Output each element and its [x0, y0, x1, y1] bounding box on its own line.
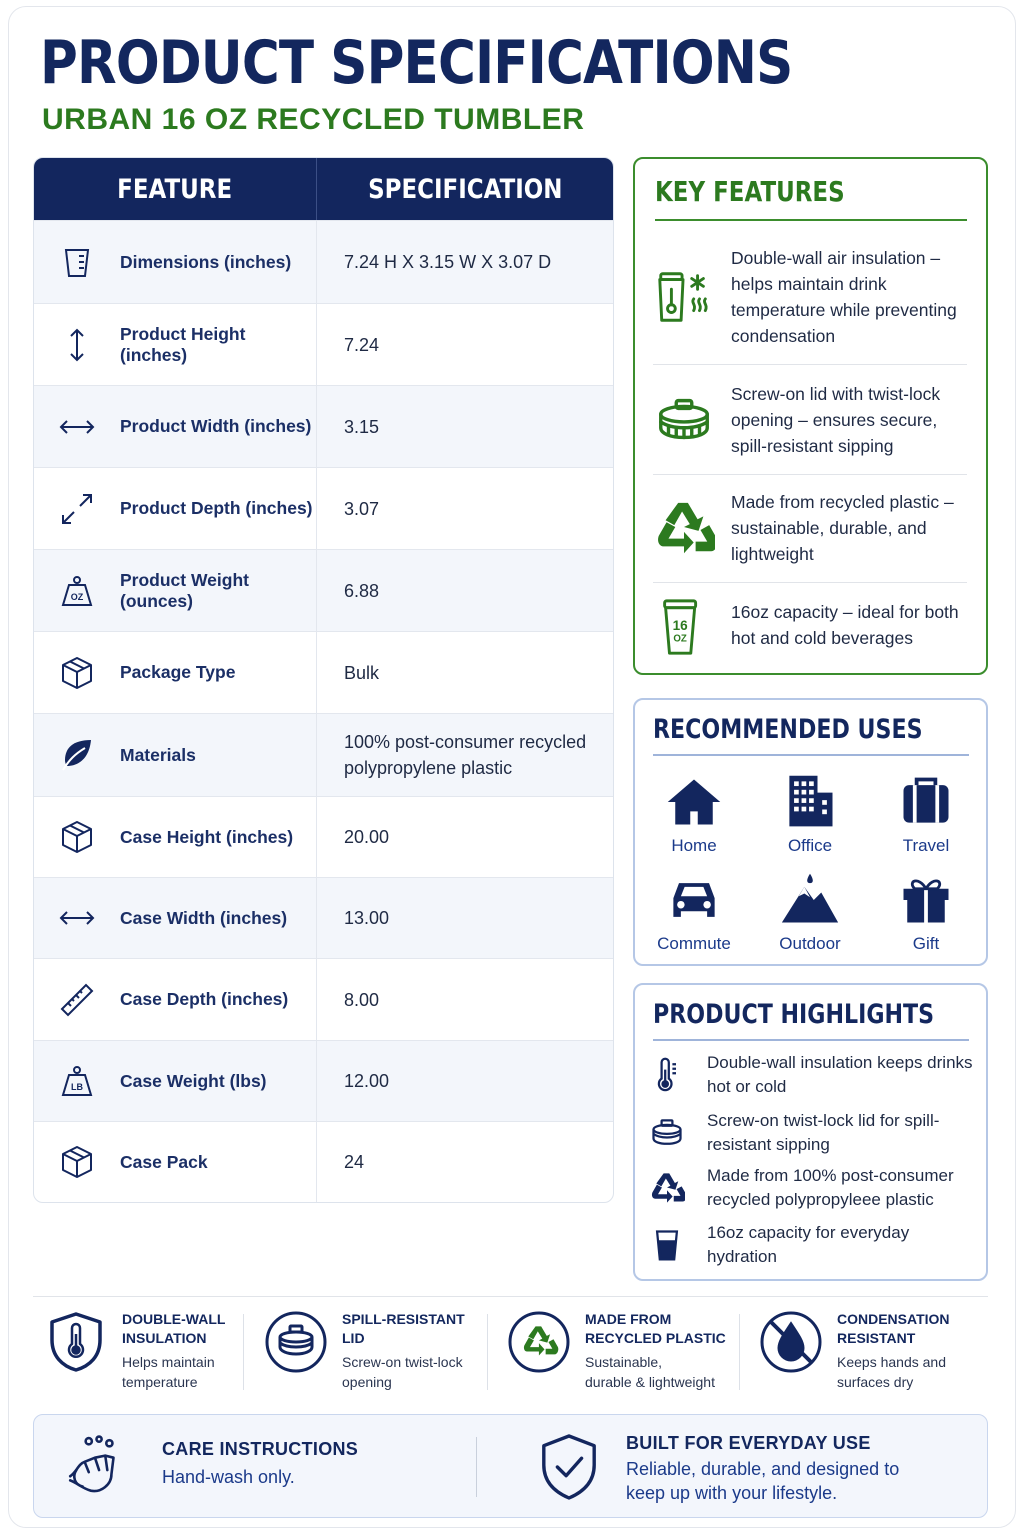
feature-cell: Product Weight (ounces): [120, 550, 317, 631]
recycle-circle-icon: [507, 1310, 571, 1392]
highlight-item: [649, 1051, 975, 1099]
badge-title: CONDENSATION RESISTANT: [837, 1311, 950, 1346]
feature-cell: Package Type: [120, 632, 317, 713]
highlight-text: 16oz capacity for everyday hydration: [707, 1223, 910, 1266]
table-row: [34, 796, 613, 877]
table-row: [34, 303, 613, 385]
highlight-text: Made from 100% post-consumer recycled polypropyleee plastic: [707, 1166, 954, 1209]
key-features-panel: [633, 157, 988, 675]
page-title: PRODUCT SPECIFICATIONS: [40, 28, 793, 98]
highlight-text: Screw-on twist-lock lid for spill-resistant sipping: [707, 1111, 940, 1154]
specification-cell: 100% post-consumer recycled polypropylene plastic: [344, 732, 587, 778]
use-label: Gift: [912, 934, 940, 953]
box-icon: [34, 797, 120, 877]
table-row: [34, 385, 613, 467]
badge-desc: Helps maintain temperature: [122, 1354, 215, 1390]
use-item-commute: [639, 870, 749, 954]
highlight-item: [649, 1109, 975, 1157]
table-row: [34, 1040, 613, 1121]
key-features-rule: [655, 219, 967, 221]
recommended-uses-panel: [633, 698, 988, 966]
highlight-item: [649, 1221, 975, 1269]
use-item-home: [639, 772, 749, 856]
lid-icon: [649, 1109, 707, 1157]
mountain-icon: [780, 870, 840, 930]
page-subtitle: URBAN 16 OZ RECYCLED TUMBLER: [42, 103, 585, 136]
cup-label-16: 16: [672, 617, 688, 633]
diagonal-arrow-icon: [34, 468, 120, 549]
thermometer-icon: [649, 1051, 707, 1099]
badge-condensation-resistant: [759, 1310, 950, 1392]
feature-cell: Product Depth (inches): [120, 468, 317, 549]
specification-cell: 13.00: [344, 908, 390, 928]
product-highlights-rule: [653, 1039, 969, 1041]
divider: [653, 582, 967, 583]
use-item-gift: [871, 870, 981, 954]
divider: [653, 474, 967, 475]
specification-cell: 24: [344, 1152, 365, 1172]
feature-cell: Case Pack: [120, 1122, 317, 1202]
specification-cell: 7.24: [344, 334, 380, 355]
feature-cell: Case Depth (inches): [120, 959, 317, 1040]
suitcase-icon: [896, 772, 956, 832]
specification-cell: 7.24 H X 3.15 W X 3.07 D: [344, 252, 552, 272]
horizontal-arrow-icon: [34, 386, 120, 467]
specification-cell: 12.00: [344, 1071, 390, 1091]
feature-cell: Case Weight (lbs): [120, 1041, 317, 1121]
key-feature-text: Double-wall air insulation – helps maintain drink temperature while preventing condensation: [731, 248, 957, 346]
care-text: Hand-wash only.: [162, 1467, 295, 1487]
key-feature-item: [653, 489, 967, 567]
badge-desc: Screw-on twist-lock opening: [342, 1354, 463, 1390]
office-building-icon: [780, 772, 840, 832]
oz-weight-icon: [34, 550, 120, 631]
key-feature-text: Screw-on lid with twist-lock opening – ensures secure, spill-resistant sipping: [731, 384, 941, 456]
recommended-uses-rule: [653, 754, 969, 756]
badge-title: MADE FROM RECYCLED PLASTIC: [585, 1311, 726, 1346]
use-label: Outdoor: [779, 934, 841, 953]
table-row: [34, 467, 613, 549]
table-row: [34, 713, 613, 796]
key-feature-text: Made from recycled plastic – sustainable, durable, and lightweight: [731, 492, 954, 564]
16oz-cup-icon: [653, 597, 731, 659]
product-highlights-panel: [633, 983, 988, 1281]
recommended-uses-title: RECOMMENDED USES: [653, 714, 923, 745]
divider: [476, 1437, 477, 1497]
table-row: [34, 1121, 613, 1202]
care-title: CARE INSTRUCTIONS: [162, 1439, 359, 1459]
badge-desc: Sustainable, durable & lightweight: [585, 1354, 715, 1390]
use-label: Office: [787, 836, 833, 855]
shield-thermometer-icon: [44, 1310, 108, 1392]
feature-cell: Product Height (inches): [120, 304, 317, 385]
hand-wash-icon: [64, 1435, 130, 1506]
spec-table-body: [34, 220, 613, 1202]
table-row: [34, 958, 613, 1040]
badge-recycled-plastic: [507, 1310, 726, 1392]
svg-text:OZ: OZ: [70, 591, 84, 602]
use-label: Travel: [902, 836, 950, 855]
gift-icon: [896, 870, 956, 930]
divider: [653, 364, 967, 365]
feature-cell: Dimensions (inches): [120, 221, 317, 303]
ruler-icon: [34, 959, 120, 1040]
svg-text:LB: LB: [71, 1082, 83, 1092]
badge-spill-resistant: [264, 1310, 465, 1392]
badge-double-wall: [44, 1310, 225, 1392]
screw-lid-icon: [653, 381, 731, 459]
spec-table-header: [34, 158, 613, 220]
care-panel: [33, 1414, 988, 1518]
leaf-icon: [34, 714, 120, 796]
cup-label-oz: OZ: [673, 633, 687, 645]
key-feature-item: [653, 245, 967, 349]
specification-cell: 3.07: [344, 498, 380, 519]
divider: [739, 1314, 740, 1390]
key-feature-item: [653, 381, 967, 459]
divider: [243, 1314, 244, 1390]
use-item-outdoor: [755, 870, 865, 954]
key-feature-item: [653, 597, 967, 659]
divider: [33, 1296, 988, 1297]
feature-cell: Product Width (inches): [120, 386, 317, 467]
use-item-office: [755, 772, 865, 856]
col-header-specification: SPECIFICATION: [367, 173, 563, 205]
lid-circle-icon: [264, 1310, 328, 1392]
everyday-title: BUILT FOR EVERYDAY USE: [626, 1433, 871, 1453]
lb-weight-icon: [34, 1041, 120, 1121]
specification-cell: 8.00: [344, 989, 380, 1010]
key-feature-text: 16oz capacity – ideal for both hot and cold beverages: [731, 602, 959, 648]
feature-cell: Materials: [120, 714, 317, 796]
car-icon: [664, 870, 724, 930]
badge-desc: Keeps hands and surfaces dry: [837, 1354, 946, 1390]
table-row: [34, 877, 613, 958]
recycle-icon: [649, 1164, 707, 1212]
use-item-travel: [871, 772, 981, 856]
recycle-icon: [653, 489, 731, 567]
use-label: Home: [671, 836, 717, 855]
col-header-feature: FEATURE: [34, 158, 317, 220]
box-icon: [34, 632, 120, 713]
table-row: [34, 631, 613, 713]
use-label: Commute: [657, 934, 731, 953]
table-row: [34, 549, 613, 631]
insulated-tumbler-icon: [653, 245, 731, 349]
measuring-cup-icon: [34, 221, 120, 303]
horizontal-arrow-icon: [34, 878, 120, 958]
divider: [487, 1314, 488, 1390]
badge-title: SPILL-RESISTANT LID: [342, 1311, 465, 1346]
highlight-text: Double-wall insulation keeps drinks hot or cold: [707, 1053, 973, 1096]
feature-cell: Case Height (inches): [120, 797, 317, 877]
no-drop-icon: [759, 1310, 823, 1392]
home-icon: [664, 772, 724, 832]
everyday-text: Reliable, durable, and designed to keep up with your lifestyle.: [626, 1459, 900, 1503]
table-row: [34, 220, 613, 303]
product-highlights-title: PRODUCT HIGHLIGHTS: [653, 999, 935, 1030]
specification-cell: 3.15: [344, 416, 380, 437]
badge-title: DOUBLE-WALL INSULATION: [122, 1311, 226, 1346]
feature-cell: Case Width (inches): [120, 878, 317, 958]
specification-cell: 20.00: [344, 827, 390, 847]
vertical-arrow-icon: [34, 304, 120, 385]
highlight-item: [649, 1164, 975, 1212]
box-icon: [34, 1122, 120, 1202]
cup-icon: [649, 1221, 707, 1269]
key-features-title: KEY FEATURES: [655, 175, 845, 208]
specification-cell: 6.88: [344, 580, 380, 601]
shield-check-icon: [538, 1431, 600, 1508]
spec-table: [33, 157, 614, 1203]
specification-cell: Bulk: [344, 662, 380, 683]
